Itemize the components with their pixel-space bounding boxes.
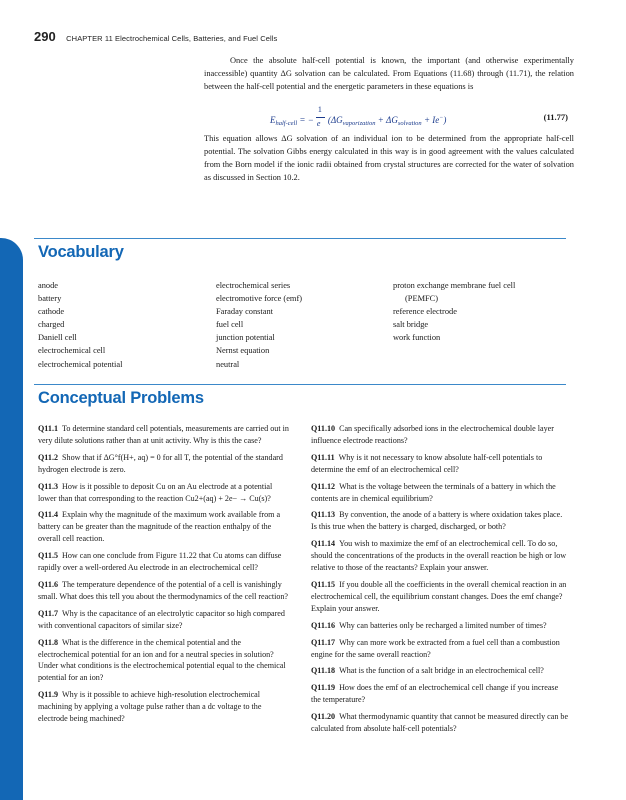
problem-item <box>311 423 569 447</box>
intro-text-2 <box>204 132 574 184</box>
vocabulary-rule <box>34 238 566 239</box>
intro-paragraph-2: This equation allows ΔG solvation of an individual ion to be determined from the appropriate half-cell potential. The solvation Gibbs energy calculated in this way is in good agreement with the values calculated from the Born model if the ionic radii obtained from crystal structures are corrected for the water of solvation as discussed in Section 10.2. <box>204 134 574 182</box>
problem-number: Q11.1 <box>38 424 59 433</box>
problem-item <box>311 682 569 706</box>
eq-sub-solvation: solvation <box>397 120 422 128</box>
vocabulary-term: electrochemical series <box>216 281 291 290</box>
problem-item <box>311 452 569 476</box>
eq-lhs-sub: half-cell <box>275 120 298 128</box>
equation-number: (11.77) <box>543 112 568 122</box>
vocabulary-term: cathode <box>38 307 65 317</box>
eq-rest: + Ie <box>421 115 440 126</box>
vocabulary-term: electrochemical cell <box>38 346 106 356</box>
problem-item <box>311 509 569 533</box>
equation-11-77 <box>204 105 574 130</box>
problem-item <box>311 579 569 615</box>
problem-item <box>38 481 292 505</box>
problem-text: How does the emf of an electrochemical cell change if you increase the temperature? <box>311 683 559 705</box>
page-number: 290 <box>34 29 56 44</box>
problem-number: Q11.15 <box>311 579 336 589</box>
intro-paragraph-1: Once the absolute half-cell potential is known, the important (and otherwise experimentally inaccessible) quantity ΔG solvation can be calculated. From Equations (11.68) through (11.71), the relation between the half-cell potential and the energetic parameters in these equations is <box>204 56 574 91</box>
problem-text: Show that if ΔG°f(H+, aq) = 0 for all T, the potential of the standard hydrogen electrode is zero. <box>38 452 283 474</box>
problem-text: You wish to maximize the emf of an electrochemical cell. To do so, should the concentrations of the products in the overall reaction be high or low relative to those of the reactants? Explain your answer. <box>311 539 567 573</box>
problem-number: Q11.17 <box>311 637 336 647</box>
vocabulary-term: battery <box>38 294 62 304</box>
vocabulary-column-3 <box>393 279 515 344</box>
problem-text: Why is it not necessary to know absolute half-cell potentials to determine the emf of an electrochemical cell? <box>311 452 543 474</box>
problem-text: Why can batteries only be recharged a limited number of times? <box>339 620 547 630</box>
problem-text: Why is the capacitance of an electrolytic capacitor so high compared with conventional capacitors of similar size? <box>38 608 285 630</box>
problem-item <box>38 608 292 632</box>
problem-text: If you double all the coefficients in the overall chemical reaction in an electrochemical cell, the equilibrium constant changes. Does the emf change? Explain your answer. <box>311 579 567 613</box>
problem-number: Q11.12 <box>311 481 336 491</box>
eq-frac-den: e <box>316 119 321 128</box>
problems-left-column <box>38 423 292 730</box>
problem-text: What thermodynamic quantity that cannot be measured directly can be calculated from absolute half-cell potentials? <box>311 712 569 734</box>
problem-number: Q11.16 <box>311 620 336 630</box>
problem-item <box>311 637 569 661</box>
problem-text: Explain why the magnitude of the maximum work available from a battery can be greater than the magnitude of the reaction enthalpy of the overall cell reaction. <box>38 510 281 544</box>
vocabulary-term: anode <box>38 281 58 290</box>
eq-frac-bar <box>316 117 325 118</box>
problem-number: Q11.13 <box>311 510 336 520</box>
problem-item <box>311 481 569 505</box>
eq-sub-vaporization: vaporization <box>342 120 376 128</box>
problem-text: Can specifically adsorbed ions in the electrochemical double layer influence electrode reactions? <box>311 424 554 445</box>
problem-item <box>38 509 292 545</box>
problem-number: Q11.10 <box>311 424 336 433</box>
vocabulary-term: work function <box>393 333 441 343</box>
problem-text: How is it possible to deposit Cu on an Au electrode at a potential lower than that corresponding to the reaction Cu2+(aq) + 2e− → Cu(s)? <box>38 481 273 503</box>
problem-number: Q11.3 <box>38 481 59 491</box>
problems-rule <box>34 384 566 385</box>
problem-number: Q11.7 <box>38 608 59 618</box>
vocabulary-term: proton exchange membrane fuel cell <box>393 281 516 290</box>
problem-text: What is the voltage between the terminals of a battery in which the contents are in chemical equilibrium? <box>311 481 556 503</box>
problem-text: The temperature dependence of the potential of a cell is vanishingly small. What does this tell you about the thermodynamics of the cell reaction? <box>38 579 289 601</box>
vocabulary-term: Faraday constant <box>216 307 273 317</box>
problem-text: To determine standard cell potentials, measurements are carried out in very dilute solutions rather than at unit activity. Why is this the case? <box>38 424 289 445</box>
problem-item <box>38 452 292 476</box>
problem-item <box>38 579 292 603</box>
problem-number: Q11.11 <box>311 452 335 462</box>
problem-number: Q11.18 <box>311 666 336 676</box>
problem-item <box>311 538 569 574</box>
problem-number: Q11.20 <box>311 712 336 722</box>
problem-item <box>38 423 292 447</box>
problem-text: What is the function of a salt bridge in an electrochemical cell? <box>339 666 544 676</box>
problem-item <box>311 620 569 632</box>
eq-plus1: + ΔG <box>375 115 398 126</box>
problem-text: What is the difference in the chemical potential and the electrochemical potential for an ion and for a neutral species in solution? Under what conditions is the electrochemical potential equal to the chemical potential for an ion? <box>38 637 286 683</box>
vocabulary-term: junction potential <box>216 333 275 343</box>
eq-frac-num: 1 <box>317 105 322 114</box>
eq-open: (ΔG <box>327 115 343 126</box>
problem-item <box>311 665 569 677</box>
eq-lhs: E <box>270 115 276 126</box>
eq-fraction <box>316 105 326 131</box>
vocabulary-term: (PEMFC) <box>405 294 439 304</box>
problem-number: Q11.14 <box>311 539 336 549</box>
vocabulary-term: Daniell cell <box>38 333 77 343</box>
problem-item <box>38 689 292 725</box>
vocabulary-column-1 <box>38 279 122 371</box>
problem-item <box>311 711 569 735</box>
vocabulary-term: fuel cell <box>216 320 244 330</box>
problem-text: Why is it possible to achieve high-resolution electrochemical machining by applying a voltage pulse rather than a dc voltage to the electrode being machined? <box>38 690 262 724</box>
vocabulary-term: reference electrode <box>393 307 457 317</box>
problem-number: Q11.2 <box>38 452 59 462</box>
problem-item <box>38 550 292 574</box>
vocabulary-heading: Vocabulary <box>38 243 124 261</box>
intro-text <box>204 54 574 93</box>
problem-text: How can one conclude from Figure 11.22 that Cu atoms can diffuse rapidly over a well-ordered Au electrode in an electrochemical cell? <box>38 551 282 573</box>
page-header <box>34 28 277 46</box>
problem-text: By convention, the anode of a battery is where oxidation takes place. Is this true when the battery is charged, discharged, or both? <box>311 510 563 532</box>
problem-number: Q11.8 <box>38 637 59 647</box>
problem-number: Q11.5 <box>38 551 59 561</box>
problem-item <box>38 637 292 685</box>
vocabulary-column-2 <box>216 279 302 371</box>
problem-number: Q11.4 <box>38 510 59 520</box>
chapter-title: CHAPTER 11 Electrochemical Cells, Batteries, and Fuel Cells <box>66 34 278 43</box>
eq-equals: = − <box>297 115 314 126</box>
vocabulary-term: Nernst equation <box>216 346 270 356</box>
problem-number: Q11.6 <box>38 579 59 589</box>
problem-number: Q11.19 <box>311 683 336 693</box>
problem-text: Why can more work be extracted from a fuel cell than a combustion engine for the same overall reaction? <box>311 637 560 659</box>
vocabulary-term: charged <box>38 320 65 330</box>
equation-body <box>270 105 447 131</box>
vocabulary-term: electrochemical potential <box>38 359 123 369</box>
problem-number: Q11.9 <box>38 690 59 700</box>
vocabulary-term: neutral <box>216 359 240 369</box>
problems-right-column <box>311 423 569 740</box>
eq-close: ) <box>443 115 447 126</box>
page-side-tab <box>0 238 23 800</box>
vocabulary-term: electromotive force (emf) <box>216 294 303 304</box>
vocabulary-term: salt bridge <box>393 320 429 330</box>
eq-minus-sup: − <box>439 115 444 122</box>
problems-heading: Conceptual Problems <box>38 389 204 407</box>
